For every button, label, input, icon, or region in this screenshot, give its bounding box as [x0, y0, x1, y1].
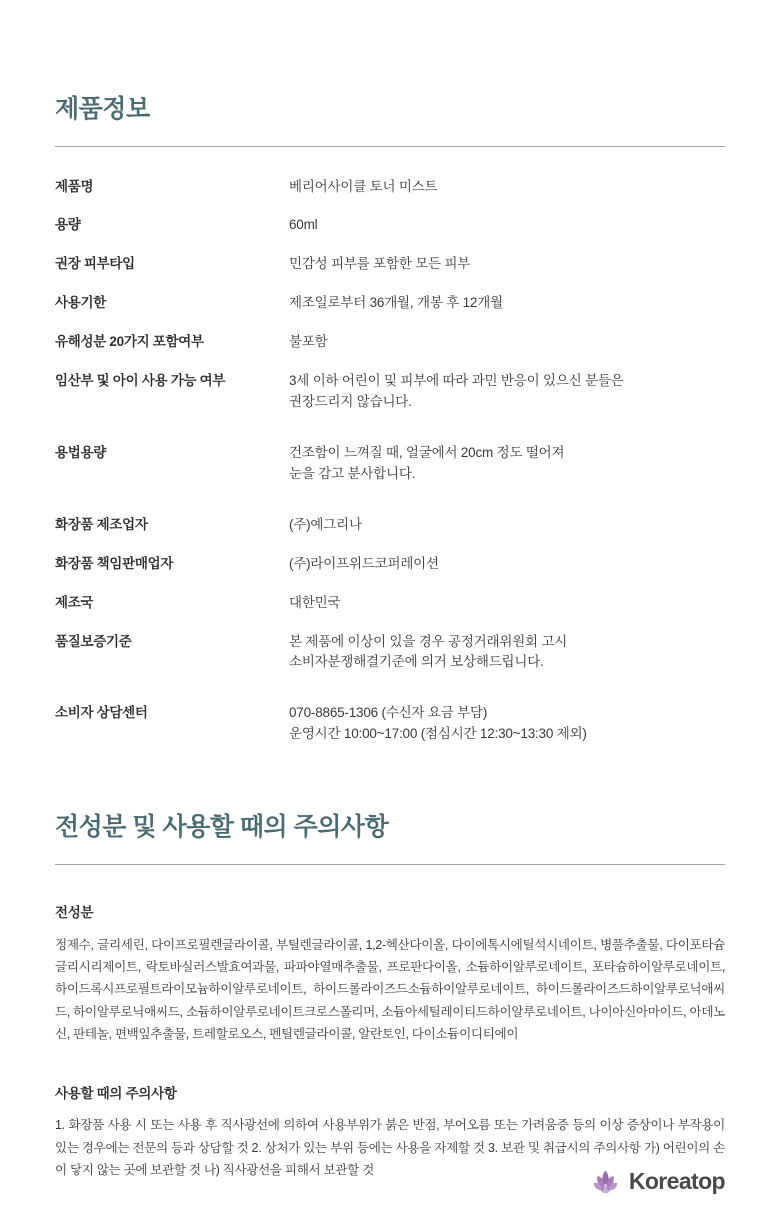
- ingredients-section-heading: 전성분 및 사용할 때의 주의사항: [55, 813, 389, 842]
- spec-label: 사용기한: [55, 295, 106, 311]
- spec-label: 유해성분 20가지 포함여부: [55, 334, 204, 350]
- table-row: [55, 443, 725, 515]
- spec-label: 화장품 책임판매업자: [55, 555, 174, 571]
- spec-value: [289, 215, 725, 254]
- product-info-divider: [55, 146, 725, 147]
- spec-label: 용법용량: [55, 444, 106, 460]
- spec-value-line: 불포함: [289, 334, 328, 350]
- spec-label: 용량: [55, 217, 81, 233]
- spec-value-line: 소비자분쟁해결기준에 의거 보상해드립니다.: [289, 654, 544, 670]
- spec-label: 제조국: [55, 594, 94, 610]
- spec-value: [289, 293, 725, 332]
- spec-value-line: 눈을 감고 분사합니다.: [289, 465, 416, 481]
- footer-logo: [591, 1167, 725, 1196]
- table-row: [55, 703, 725, 763]
- spec-value: [289, 703, 725, 763]
- spec-value-line: 베리어사이클 토너 미스트: [289, 178, 438, 194]
- table-row: [55, 332, 725, 371]
- spec-value: [289, 515, 725, 554]
- spec-label: 임산부 및 아이 사용 가능 여부: [55, 373, 226, 389]
- spec-value: [289, 177, 725, 216]
- table-row: [55, 254, 725, 293]
- spec-value: [289, 443, 725, 515]
- table-row: [55, 371, 725, 443]
- ingredients-section-divider: [55, 864, 725, 865]
- spec-value-line: 민감성 피부를 포함한 모든 피부: [289, 256, 471, 272]
- product-detail-page: [0, 21, 780, 1224]
- spec-value-line: 대한민국: [289, 594, 341, 610]
- spec-value-line: 3세 이하 어린이 및 피부에 따라 과민 반응이 있으신 분들은: [289, 373, 624, 389]
- spec-value: [289, 332, 725, 371]
- spec-value: [289, 371, 725, 443]
- table-row: [55, 215, 725, 254]
- spec-value-line: 본 제품에 이상이 있을 경우 공정거래위원회 고시: [289, 633, 568, 649]
- spec-value-line: (주)예그리나: [289, 516, 362, 532]
- table-row: [55, 554, 725, 593]
- spec-label: 제품명: [55, 178, 94, 194]
- spec-value-line: 제조일로부터 36개월, 개봉 후 12개월: [289, 295, 503, 311]
- spec-value: [289, 632, 725, 704]
- spec-label: 화장품 제조업자: [55, 516, 148, 532]
- precautions-title: 사용할 때의 주의사항: [55, 1085, 177, 1101]
- footer-logo-text: Koreatop: [628, 1167, 725, 1194]
- spec-value: [289, 593, 725, 632]
- spec-value: [289, 254, 725, 293]
- spec-value: [289, 554, 725, 593]
- table-row: [55, 515, 725, 554]
- table-row: [55, 632, 725, 704]
- table-row: [55, 593, 725, 632]
- product-info-table: [55, 177, 725, 764]
- spec-value-line: 070-8865-1306 (수신자 요금 부담): [289, 705, 488, 721]
- spec-label: 권장 피부타입: [55, 256, 135, 272]
- spec-label: 품질보증기준: [55, 633, 132, 649]
- spec-value-line: 건조함이 느껴질 때, 얼굴에서 20cm 정도 떨어져: [289, 444, 565, 460]
- lotus-flower-icon: [591, 1167, 620, 1196]
- spec-value-line: 권장드리지 않습니다.: [289, 394, 412, 410]
- spec-value-line: 운영시간 10:00~17:00 (점심시간 12:30~13:30 제외): [289, 726, 587, 742]
- table-row: [55, 293, 725, 332]
- table-row: [55, 177, 725, 216]
- precautions-text: 1. 화장품 사용 시 또는 사용 후 직사광선에 의하여 사용부위가 붉은 반점, 부어오름 또는 가려움증 등의 이상 증상이나 부작용이 있는 경우에는 전문의 등과 상담할 것 2. 상처가 있는 부위 등에는 사용을 자제할 것 3. 보관 및 취급시의 주의사항 가) 어린이의 손이 닿지 않는 곳에 보관할 것 나) 직사광선을 피해서 보관할 것: [55, 1118, 725, 1178]
- ingredients-text: 정제수, 글리세린, 다이프로필렌글라이콜, 부틸렌글라이콜, 1,2-헥산다이올, 다이에톡시에틸석시네이트, 병풀추출물, 다이포타슘글리시리제이트, 락토바실러스발효여과물, 파파야열매추출물, 프로판다이올, 소듐하이알루로네이트, 포타슘하이알루로네이트, 하이드록시프로필트라이모늄하이알루로네이트, 하이드롤라이즈드소듐하이알루로네이트, 하이드롤라이즈드하이알루로닉애씨드, 하이알루로닉애씨드, 소듐하이알루로네이트크로스폴리머, 소듐아세틸레이티드하이알루로네이트, 나이아신아마이드, 아데노신, 판테놀, 편백잎추출물, 트레할로오스, 펜틸렌글라이콜, 알란토인, 다이소듐이디티에이: [55, 937, 725, 1042]
- ingredients-title: 전성분: [55, 905, 94, 920]
- spec-label: 소비자 상담센터: [55, 705, 148, 721]
- product-info-table-body: [55, 177, 725, 764]
- spec-value-line: (주)라이프위드코퍼레이션: [289, 555, 439, 571]
- spec-value-line: 60ml: [289, 217, 318, 233]
- product-info-heading: 제품정보: [55, 94, 150, 123]
